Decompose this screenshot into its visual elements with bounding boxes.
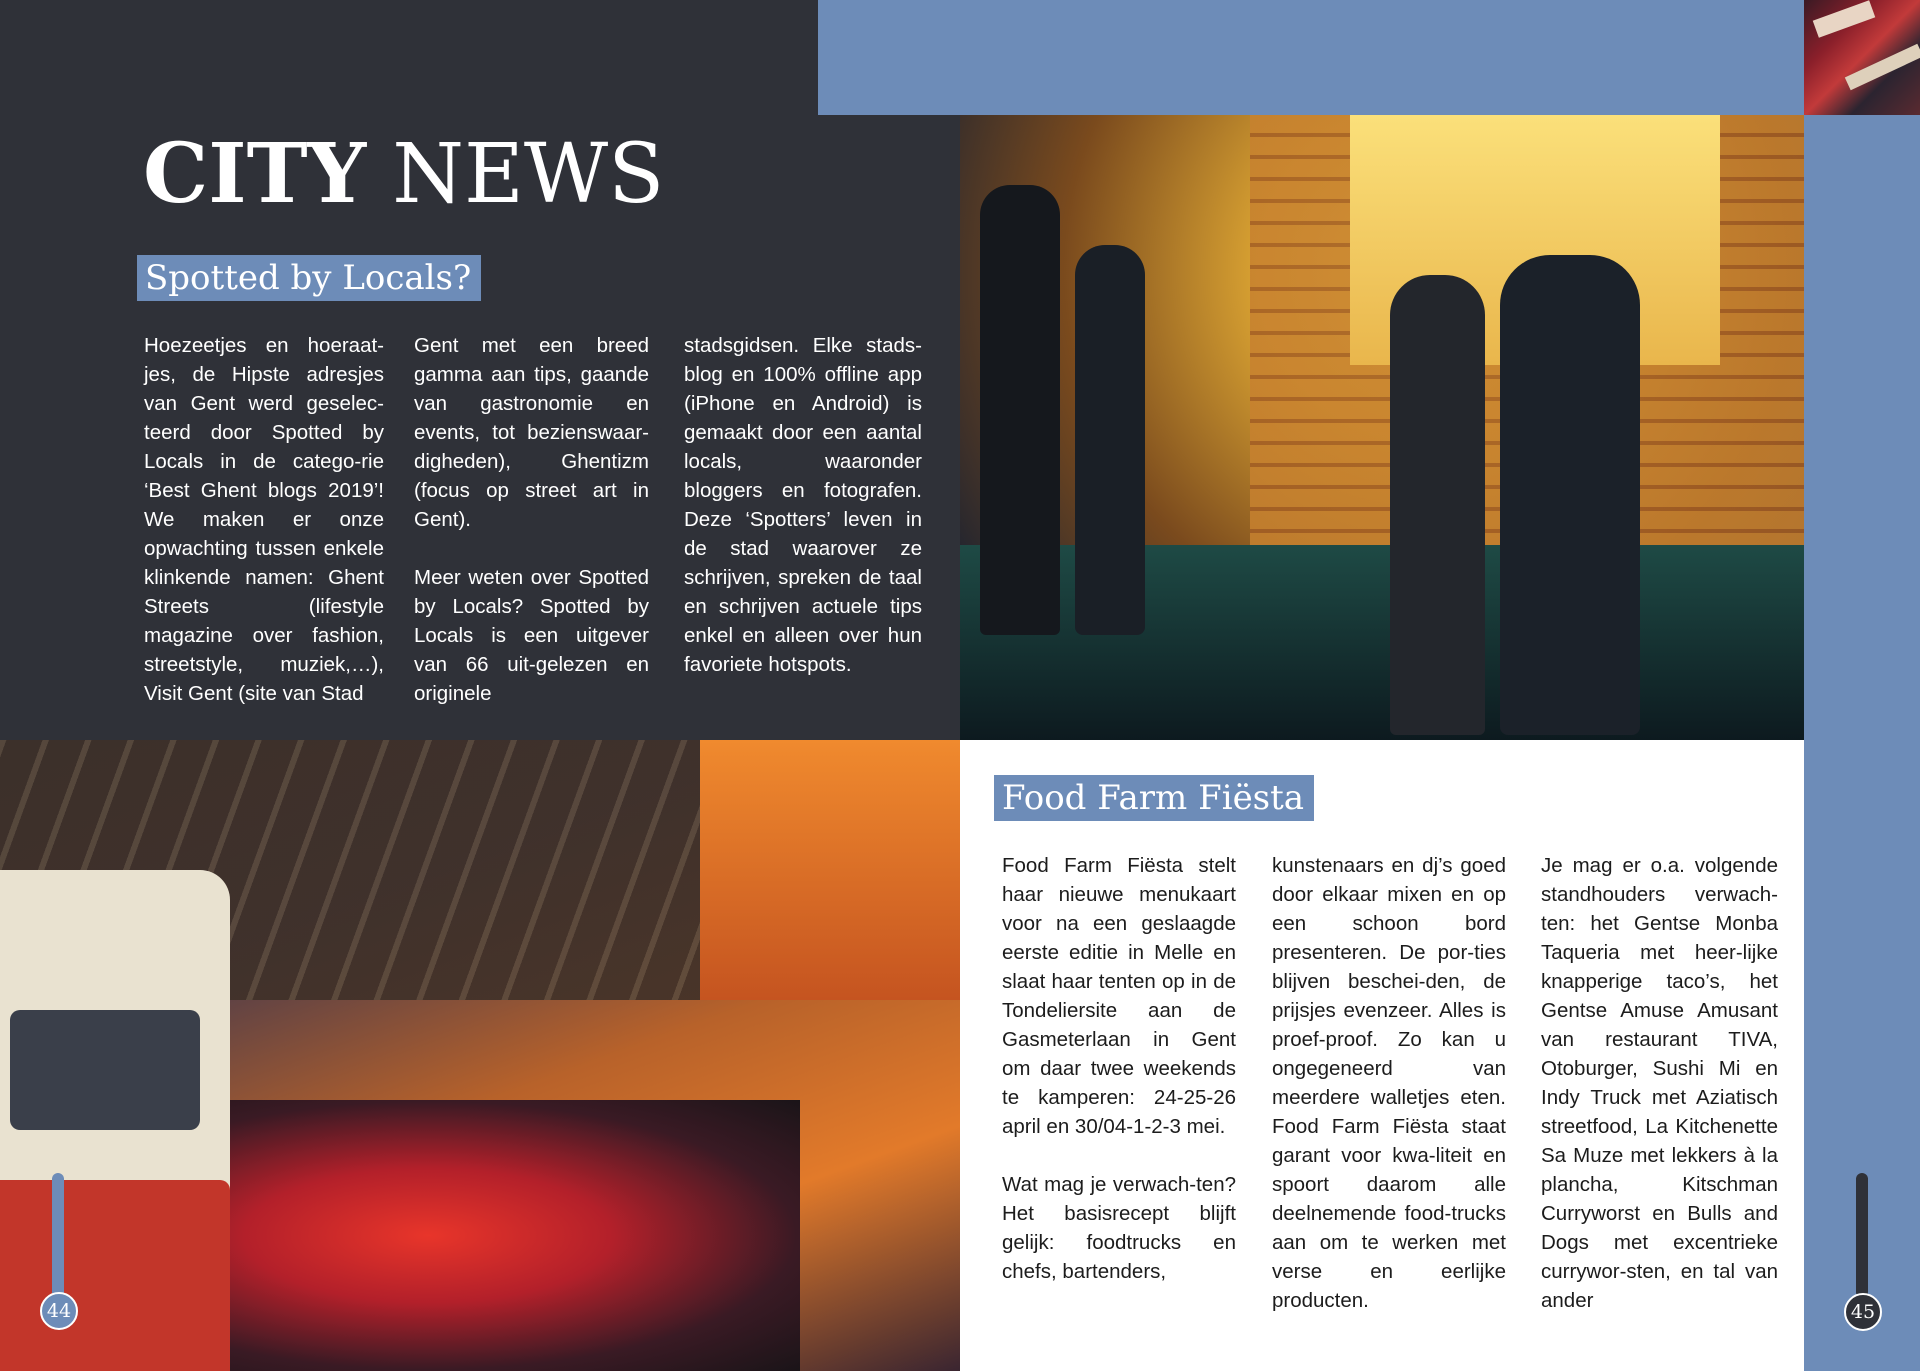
page-title [143, 128, 664, 221]
spotted-col1-text: Hoezeetjes en hoeraat-jes, de Hipste adresjes van Gent werd geselec-teerd door Spotted by Locals in de catego-rie ‘Best Ghent blogs 2019’! We maken er onze opwachting tussen enkele klinkende namen: Ghent Streets (lifestyle magazine over fashion, streetstyle, muziek,…), Visit Gent (site van Stad [144, 334, 384, 705]
foodfarm-col1-para2: Wat mag je verwach-ten? Het basisrecept blijft gelijk: foodtrucks en chefs, bartenders, [1002, 1173, 1236, 1283]
spotted-column-3 [684, 331, 922, 679]
food-truck-night-photo [960, 115, 1804, 740]
title-bold: CITY [143, 126, 367, 222]
page-marker-bar-left [52, 1173, 64, 1298]
food-hall-crowd-photo [0, 740, 960, 1371]
spotted-heading: Spotted by Locals? [137, 255, 481, 301]
foodfarm-col2-text: kunstenaars en dj’s goed door elkaar mixen en op een schoon bord presenteren. De por-ties blijven beschei-den, de prijsjes evenzeer. Alles is proef-proof. Zo kan u ongegeneerd van meerdere walletjes eten. Food Farm Fiësta staat garant voor kwa-liteit en spoort daarom alle deelnemende food-trucks aan om te werken met verse en eerlijke producten. [1272, 854, 1506, 1312]
page-number-right: 45 [1844, 1293, 1882, 1331]
top-blue-band [818, 0, 1804, 115]
spotted-column-1 [144, 331, 384, 708]
spotted-column-2 [414, 331, 649, 708]
foodfarm-col1-para1: Food Farm Fiësta stelt haar nieuwe menukaart voor na een geslaagde eerste editie in Melle en slaat haar tenten op in de Tondeliersite aan de Gasmeterlaan in Gent om daar twee weekends te kamperen: 24-25-26 april en 30/04-1-2-3 mei. [1002, 854, 1236, 1138]
spotted-col3-text: stadsgidsen. Elke stads-blog en 100% offline app (iPhone en Android) is gemaakt door een aantal locals, waaronder bloggers en fotografen. Deze ‘Spotters’ leven in de stad waarover ze schrijven, spreken de taal en schrijven actuele tips enkel en alleen over hun favoriete hotspots. [684, 334, 922, 676]
page-number-left: 44 [40, 1292, 78, 1330]
spotted-col2-para1: Gent met een breed gamma aan tips, gaande van gastronomie en events, tot bezienswaar-digheden), Ghentizm (focus op street art in Gent). [414, 334, 649, 531]
page-marker-bar-right [1856, 1173, 1868, 1298]
foodfarm-column-1 [1002, 851, 1236, 1286]
foodfarm-col3-text: Je mag er o.a. volgende standhouders verwach-ten: het Gentse Monba Taqueria met heer-lijke knapperige taco’s, het Gentse Amuse Amusant van restaurant TIVA, Otoburger, Sushi Mi en Indy Truck met Aziatisch streetfood, La Kitchenette Sa Muze met lekkers à la plancha, Kitschman Curryworst en Bulls and Dogs met excentrieke currywor-sten, en tal van ander [1541, 854, 1778, 1312]
spotted-col2-para2: Meer weten over Spotted by Locals? Spotted by Locals is een uitgever van 66 uit-gelezen en originele [414, 566, 649, 705]
foodfarm-column-2 [1272, 851, 1506, 1315]
foodfarm-column-3 [1541, 851, 1778, 1315]
foodfarm-heading: Food Farm Fiësta [994, 775, 1314, 821]
title-light: NEWS [392, 127, 665, 222]
corner-photo [1804, 0, 1920, 115]
